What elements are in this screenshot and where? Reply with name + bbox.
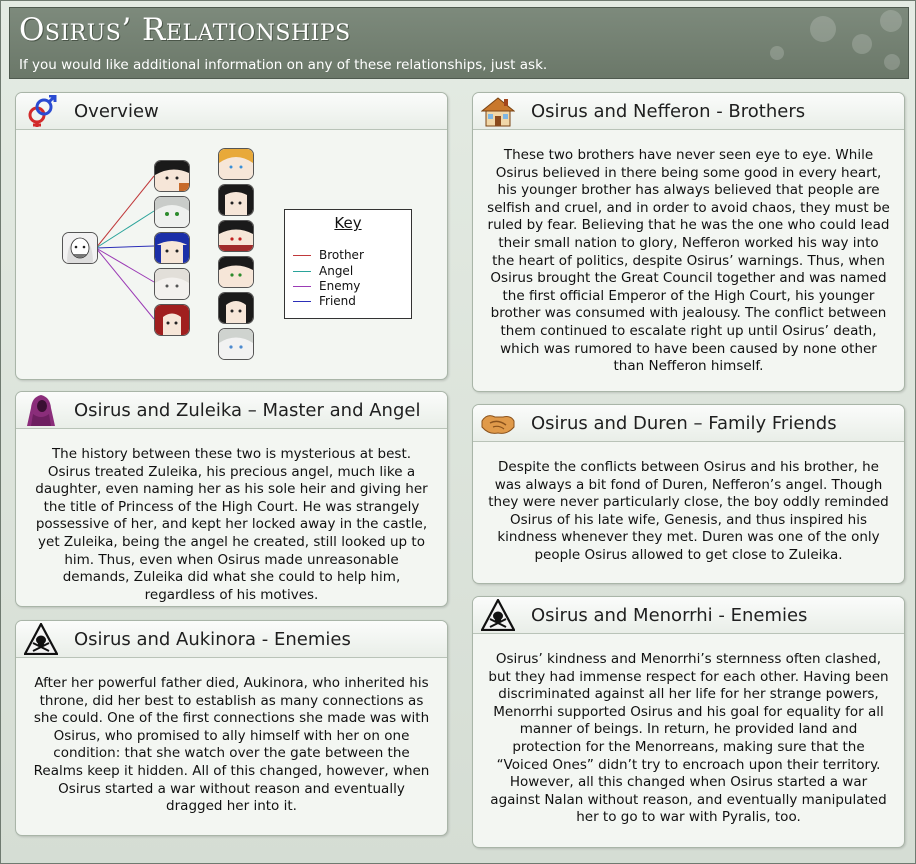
decor-bubble — [770, 46, 784, 60]
duren-title: Osirus and Duren – Family Friends — [531, 413, 837, 434]
line-enemy — [96, 248, 154, 319]
aukinora-avatar — [154, 268, 190, 300]
nefferon-panel-header — [473, 93, 904, 130]
duren-panel — [472, 404, 905, 584]
zuleika-title: Osirus and Zuleika – Master and Angel — [74, 400, 421, 421]
line-brother — [96, 176, 154, 248]
menorrhi-avatar — [154, 304, 190, 336]
house-icon — [481, 95, 515, 127]
key-label: Enemy — [319, 279, 361, 293]
character-avatar — [218, 328, 254, 360]
nefferon-panel — [472, 92, 905, 392]
decor-bubble — [810, 16, 836, 42]
decor-bubble — [852, 34, 872, 54]
duren-panel-header — [473, 405, 904, 442]
menorrhi-title: Osirus and Menorrhi - Enemies — [531, 605, 808, 626]
key-title: Key — [334, 214, 362, 232]
aukinora-panel — [15, 620, 448, 836]
menorrhi-panel-header — [473, 597, 904, 634]
aukinora-panel-header — [16, 621, 447, 658]
nefferon-avatar — [154, 160, 190, 192]
page-title: Osirus’ Relationships — [19, 12, 351, 48]
skull-warning-icon — [481, 599, 515, 631]
line-angel — [96, 211, 154, 248]
character-avatar — [218, 256, 254, 288]
key-label: Friend — [319, 294, 356, 308]
menorrhi-panel — [472, 596, 905, 848]
key-label: Angel — [319, 264, 354, 278]
page-subtitle: If you would like additional information on any of these relationships, just ask. — [19, 57, 548, 73]
decor-bubble — [880, 10, 902, 32]
duren-text: Despite the conflicts between Osirus and his brother, he was always a bit fond of Duren, Nefferon’s angel. Though they were never particularly close, the boy oddly reminded Osirus of his late wife, Genesis, and thus inspired his kindness whenever they met. Duren was one of the only people Osirus allowed to get close to Zuleika. — [488, 459, 889, 563]
menorrhi-text: Osirus’ kindness and Menorrhi’s sternness often clashed, but they had immense respect for each other. Having been discriminated against all her life for her strange powers, Menorrhi supported Osirus and his goal for equality for all manner of beings. In return, he provided land and protection for the Menorreans, making sure that the “Voiced Ones” didn’t try to encroach upon their territory. However, all this changed when Osirus started a war against Nalan without reason, and eventually manipulated her to go to war with Pyralis, too. — [488, 651, 889, 826]
handshake-icon — [481, 407, 515, 439]
zuleika-panel-header — [16, 392, 447, 429]
overview-title: Overview — [74, 101, 159, 122]
relationship-key — [284, 209, 412, 319]
decor-bubble — [884, 54, 900, 70]
nefferon-text: These two brothers have never seen eye to eye. While Osirus believed in there being some good in every heart, his younger brother has always believed that people are selfish and cruel, and in order to avoid chaos, they must be ruled by fear. Believing that he was the one who could lead their small nation to glory, Nefferon worked his way into the heart of politics, despite Osirus’ warnings. Thus, when Osirus brought the Great Council together and was named the first official Emperor of the High Court, his younger brother was consumed with jealousy. The conflict between them continued to escalate right up until Osirus’ death, which was rumored to have been caused by none other than Nefferon himself. — [487, 147, 890, 375]
zuleika-panel — [15, 391, 448, 607]
character-avatar — [218, 148, 254, 180]
line-enemy — [96, 248, 154, 282]
character-avatar — [218, 220, 254, 252]
osirus-avatar — [62, 232, 98, 264]
key-label: Brother — [319, 248, 364, 262]
key-line-friend — [293, 301, 311, 302]
nefferon-title: Osirus and Nefferon - Brothers — [531, 101, 806, 122]
overview-panel — [15, 92, 448, 380]
aukinora-text: After her powerful father died, Aukinora, who inherited his throne, did her best to establish as many connections as she could. One of the first connections she made was with Osirus, who promised to ally himself with her on one condition: that she watch over the gate between the Realms keep it hidden. All of this changed, however, when Osirus started a war without reason and eventually dragged her into it. — [33, 675, 430, 815]
zuleika-avatar — [154, 196, 190, 228]
character-avatar — [218, 292, 254, 324]
aukinora-title: Osirus and Aukinora - Enemies — [74, 629, 351, 650]
hooded-figure-icon — [24, 394, 58, 426]
key-line-brother — [293, 255, 311, 256]
page-header — [9, 7, 909, 79]
skull-warning-icon — [24, 623, 58, 655]
line-friend — [96, 246, 154, 248]
key-line-angel — [293, 271, 311, 272]
key-line-enemy — [293, 286, 311, 287]
zuleika-text: The history between these two is mysterious at best. Osirus treated Zuleika, his precious angel, much like a daughter, even naming her as his sole heir and giving her the title of Princess of the High Court. He was strangely possessive of her, and kept her locked away in the castle, yet Zuleika, being the angel he created, still looked up to him. Thus, even when Osirus made unreasonable demands, Zuleika did what she could to help him, regardless of his motives. — [35, 446, 428, 603]
character-avatar — [218, 184, 254, 216]
duren-avatar — [154, 232, 190, 264]
